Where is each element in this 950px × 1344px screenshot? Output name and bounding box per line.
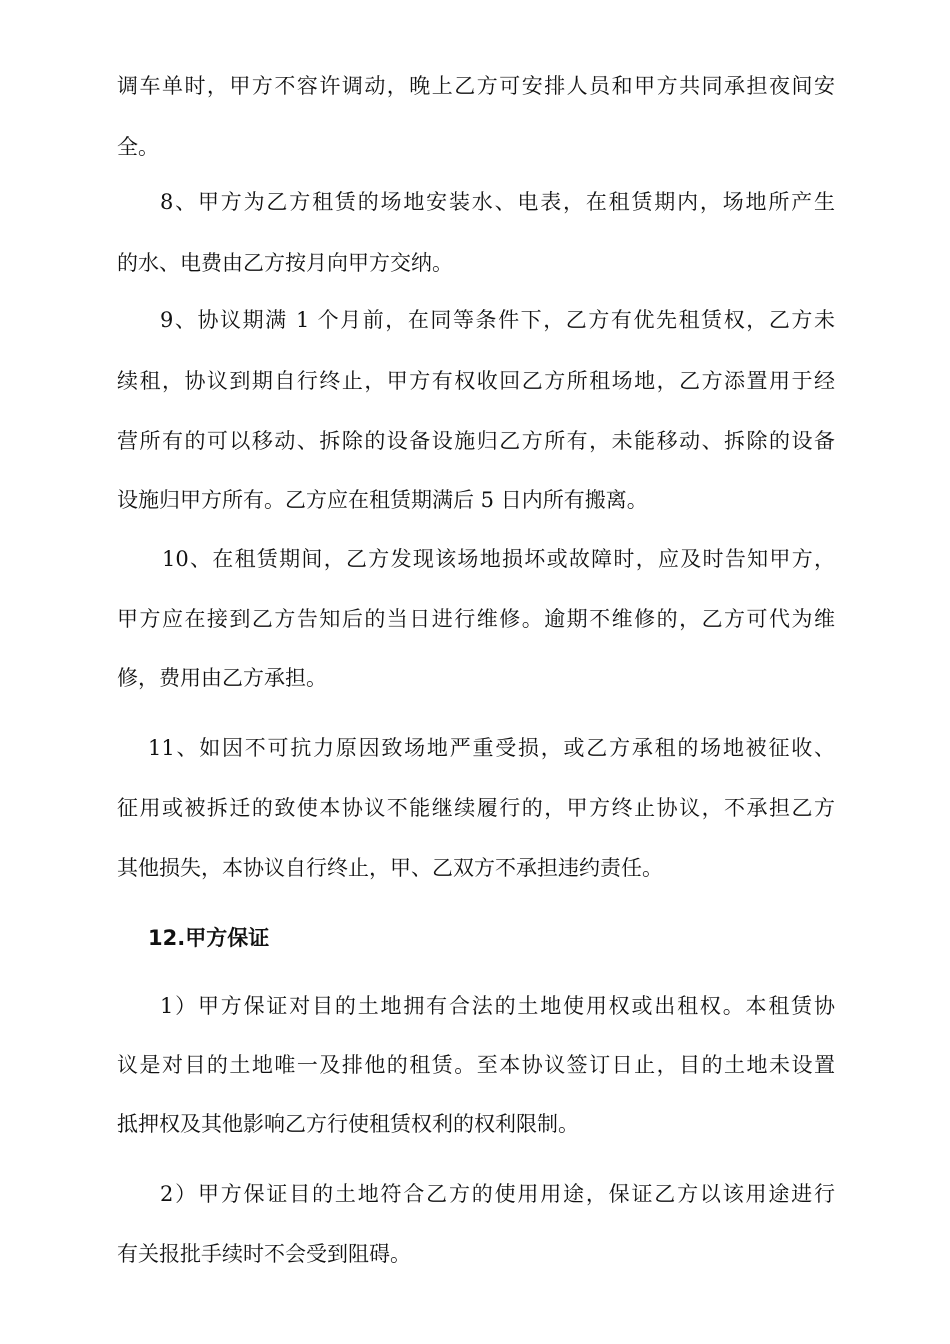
guarantee-2-line: 2）甲方保证目的土地符合乙方的使用用途，保证乙方以该用途进行 xyxy=(160,1182,835,1206)
text-line: 有关报批手续时不会受到阻碍。 xyxy=(117,1242,411,1266)
text-line: 设施归甲方所有。乙方应在租赁期满后 5 日内所有搬离。 xyxy=(117,488,648,512)
text-line: 全。 xyxy=(117,135,159,159)
text-line: 调车单时，甲方不容许调动，晚上乙方可安排人员和甲方共同承担夜间安 xyxy=(117,74,835,98)
section-heading: 12.甲方保证 xyxy=(148,926,270,950)
text-line: 续租，协议到期自行终止，甲方有权收回乙方所租场地，乙方添置用于经 xyxy=(117,369,835,393)
text-line: 抵押权及其他影响乙方行使租赁权利的权利限制。 xyxy=(117,1112,579,1136)
text-line: 征用或被拆迁的致使本协议不能继续履行的，甲方终止协议，不承担乙方 xyxy=(117,796,835,820)
clause-11-line: 11、如因不可抗力原因致场地严重受损，或乙方承租的场地被征收、 xyxy=(148,736,835,760)
text-line: 议是对目的土地唯一及排他的租赁。至本协议签订日止，目的土地未设置 xyxy=(117,1053,835,1077)
text-line: 营所有的可以移动、拆除的设备设施归乙方所有，未能移动、拆除的设备 xyxy=(117,429,835,453)
text-line: 修，费用由乙方承担。 xyxy=(117,666,327,690)
text-line: 其他损失，本协议自行终止，甲、乙双方不承担违约责任。 xyxy=(117,856,663,880)
clause-10-line: 10、在租赁期间，乙方发现该场地损坏或故障时，应及时告知甲方， xyxy=(162,547,835,571)
clause-8-line: 8、甲方为乙方租赁的场地安装水、电表，在租赁期内，场地所产生 xyxy=(160,190,835,214)
text-line: 甲方应在接到乙方告知后的当日进行维修。逾期不维修的，乙方可代为维 xyxy=(117,607,835,631)
guarantee-1-line: 1）甲方保证对目的土地拥有合法的土地使用权或出租权。本租赁协 xyxy=(160,994,835,1018)
clause-9-line: 9、协议期满 1 个月前，在同等条件下，乙方有优先租赁权，乙方未 xyxy=(160,308,835,332)
text-line: 的水、电费由乙方按月向甲方交纳。 xyxy=(117,251,453,275)
